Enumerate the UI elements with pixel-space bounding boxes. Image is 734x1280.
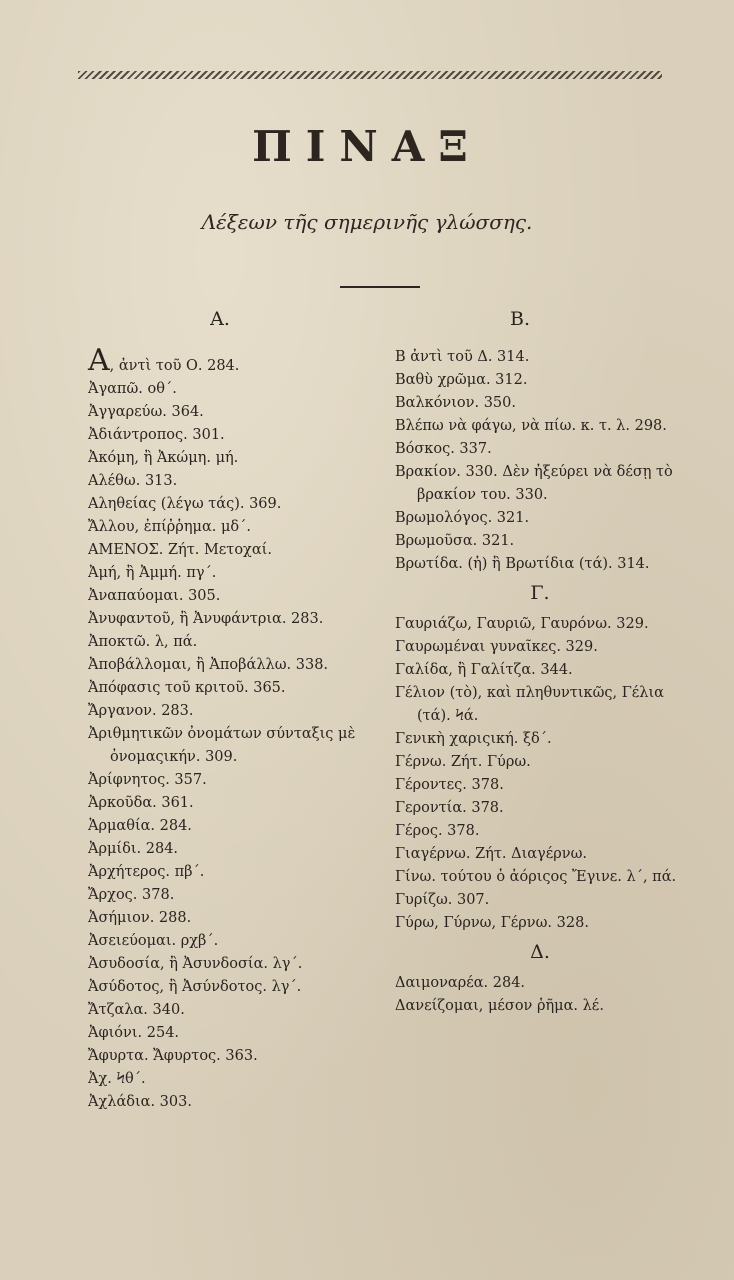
index-entry: Ἀνυφαντοῦ, ἢ Ἀνυφάντρια. 283. [88,611,324,627]
decorative-border [78,71,662,79]
index-entry: ΑΜΕΝΟΣ. Ζήτ. Μετοχαί. [88,542,272,558]
index-entry: Ἀρμίδι. 284. [88,841,179,857]
index-entry: Βρακίον. 330. Δὲν ἠξεύρει νὰ δέσῃ τὸ βρακίον του. 330. [395,464,673,503]
index-entry: Γαυρωμέναι γυναῖκες. 329. [395,639,598,655]
index-entry: Ἀσειεύομαι. ρχβ΄. [88,933,219,949]
index-entry: Γύρω, Γύρνω, Γέρνω. 328. [395,915,589,931]
section-heading: Γ. [530,582,550,604]
index-entry: Ἀσυδοσία, ἢ Ἀσυνδοσία. λγ΄. [88,956,303,972]
index-entry: Βρωμολόγος. 321. [395,510,530,526]
page-title: ΠΙΝΑΞ [252,122,482,171]
index-entry: Γαλίδα, ἢ Γαλίτζα. 344. [395,662,573,678]
index-entry: Αληθείας (λέγω τάς). 369. [88,496,282,512]
index-entry: Ἀδιάντροπος. 301. [88,427,225,443]
index-entry: Γεροντία. 378. [395,800,504,816]
index-entry: Ἀφιόνι. 254. [88,1025,180,1041]
index-entry: Βρωμοῦσα. 321. [395,533,515,549]
index-entry: Γέροντες. 378. [395,777,504,793]
index-entry: Ἄλλου, ἐπίῤῥημα. μδ΄. [88,519,251,535]
index-entry: Ἀριθμητικῶν ὀνομάτων σύνταξις μὲ ὀνομαςικήν. 309. [88,726,356,765]
index-entry: Ἀρχήτερος. πβ΄. [88,864,205,880]
index-entry: Ἀσήμιον. 288. [88,910,192,926]
index-entry: Γίνω. τούτου ὁ ἀόριςος Ἔγινε. λ΄, πά. [395,869,677,885]
index-entry: Γενικὴ χαριςική. ξδ΄. [395,731,552,747]
index-entry: Γαυριάζω, Γαυριῶ, Γαυρόνω. 329. [395,616,649,632]
index-entry: Γιαγέρνω. Ζήτ. Διαγέρνω. [395,846,587,862]
index-entry: Ἀποκτῶ. λ, πά. [88,634,198,650]
right-column-heading: Β. [509,308,530,330]
index-entry: Ἀκόμη, ἢ Ἀκώμη. μή. [88,450,239,466]
left-column [88,343,388,1114]
index-entry: Αλέθω. 313. [88,473,178,489]
index-entry: Ἀμή, ἢ Ἀμμή. πγ΄. [88,565,217,581]
index-entry: Ἀχλάδια. 303. [88,1094,192,1110]
index-entry [88,343,388,378]
index-entry: Ἀγαπῶ. οθ΄. [88,381,177,397]
index-entry: Ἀχ. Ϟθ΄. [88,1071,146,1087]
index-entry: Ἄρχος. 378. [88,887,175,903]
index-entry: Δαιμοναρέα. 284. [395,975,526,991]
right-column [395,346,685,1018]
index-entry: Ἄτζαλα. 340. [88,1002,185,1018]
index-entry: Ἀποβάλλομαι, ἢ Ἀποβάλλω. 338. [88,657,329,673]
initial-letter: Α [88,343,110,378]
index-entry: Γέρνω. Ζήτ. Γύρω. [395,754,531,770]
index-entry: Βλέπω νὰ φάγω, νὰ πίω. κ. τ. λ. 298. [395,418,667,434]
title-rule [340,286,420,288]
index-entry: Ἄργανον. 283. [88,703,194,719]
index-entry: Ἀρκοῦδα. 361. [88,795,194,811]
index-entry: Δανείζομαι, μέσον ῥῆμα. λέ. [395,998,604,1014]
index-entry: Ἀγγαρεύω. 364. [88,404,204,420]
index-entry: Γέλιον (τὸ), καὶ πληθυντικῶς, Γέλια (τά). Ϟά. [395,685,664,724]
index-entry: Ἀναπαύομαι. 305. [88,588,221,604]
index-entry: Ἀσύδοτος, ἢ Ἀσύνδοτος. λγ΄. [88,979,302,995]
index-entry: Βαλκόνιον. 350. [395,395,516,411]
index-entry: Βόσκος. 337. [395,441,492,457]
index-entry: Ἁρμαθία. 284. [88,818,192,834]
index-entry: Βαθὺ χρῶμα. 312. [395,372,528,388]
index-entry: Γυρίζω. 307. [395,892,490,908]
index-entry: Β ἀντὶ τοῦ Δ. 314. [395,349,530,365]
index-entry: Ἀπόφασις τοῦ κριτοῦ. 365. [88,680,286,696]
entry-text: , ἀντὶ τοῦ Ο. 284. [109,358,240,374]
index-entry: Ἄφυρτα. Ἄφυρτος. 363. [88,1048,258,1064]
section-heading: Δ. [530,941,550,963]
page-subtitle: Λέξεων τῆς σημερινῆς γλώσσης. [201,210,533,234]
index-entry: Ἀρίφνητος. 357. [88,772,207,788]
index-entry: Βρωτίδα. (ἡ) ἢ Βρωτίδια (τά). 314. [395,556,650,572]
index-entry: Γέρος. 378. [395,823,480,839]
left-column-heading: Α. [210,308,230,330]
